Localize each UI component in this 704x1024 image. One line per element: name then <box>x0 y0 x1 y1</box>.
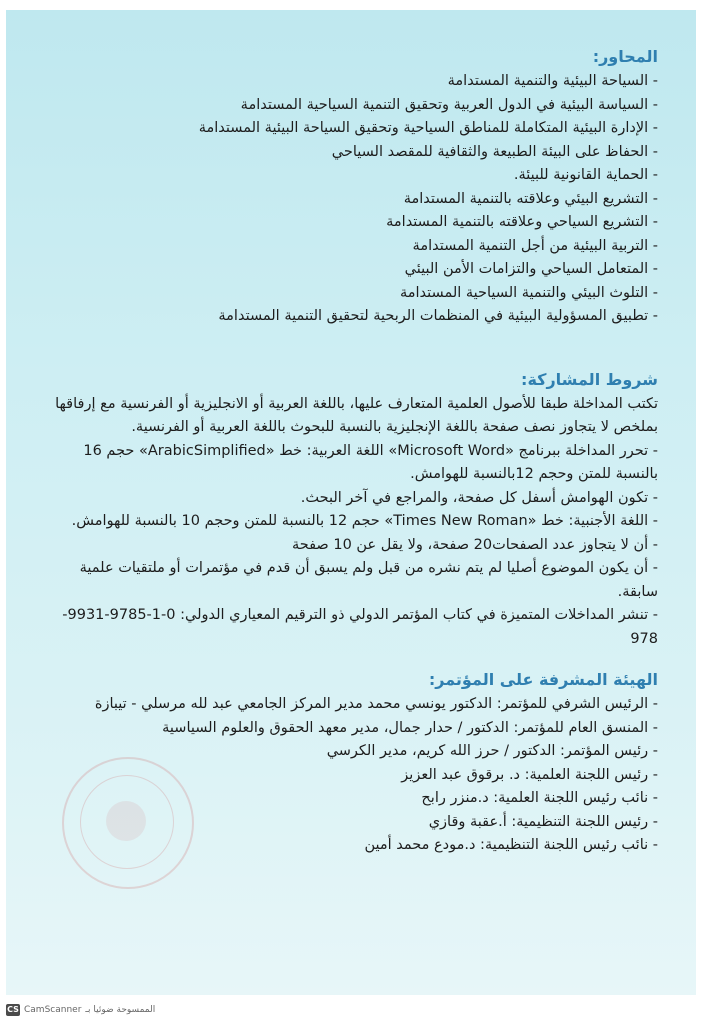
committee-item: - رئيس المؤتمر: الدكتور / حرز الله كريم، مدير الكرسي <box>326 743 658 759</box>
committee-item: - نائب رئيس اللجنة العلمية: د.منزر رابح <box>421 790 658 806</box>
axes-item: - السياحة البيئية والتنمية المستدامة <box>447 73 658 89</box>
conditions-item-footnotes: - تكون الهوامش أسفل كل صفحة، والمراجع في آخر البحث. <box>300 489 658 506</box>
axes-item: - الإدارة البيئية المتكاملة للمناطق السياحية وتحقيق السياحة البيئية المستدامة <box>198 120 658 136</box>
committee-item: - نائب رئيس اللجنة التنظيمية: د.مودع محمد أمين <box>364 837 658 853</box>
conditions-text: - تحرر المداخلة ببرنامج « <box>505 442 658 459</box>
axes-heading: المحاور: <box>592 47 658 66</box>
latin-font-name: Times New Roman <box>393 513 528 529</box>
camscanner-logo-icon: CS <box>7 1005 19 1014</box>
software-name: Microsoft Word <box>397 442 506 459</box>
conditions-text: » حجم 16 بالنسبة للمتن وحجم 12بالنسبة للهوامش. <box>83 442 658 482</box>
spacer <box>40 329 658 369</box>
axes-item: - التربية البيئية من أجل التنمية المستدامة <box>412 237 658 254</box>
conditions-item-publication: - تنشر المداخلات المتميزة في كتاب المؤتمر الدولي ذو الترقيم المعياري الدولي: 0-1-9785-9931-978 <box>62 607 658 647</box>
conditions-text: - اللغة الأجنبية: خط « <box>527 513 658 529</box>
committee-item: - رئيس اللجنة التنظيمية: أ.عقبة وقازي <box>428 813 658 830</box>
committee-heading: الهيئة المشرفة على المؤتمر: <box>428 670 658 689</box>
conditions-item-foreign-language <box>40 510 658 534</box>
conditions-heading: شروط المشاركة: <box>521 369 658 389</box>
conditions-text: » حجم 12 بالنسبة للمتن وحجم 10 بالنسبة للهوامش. <box>71 513 394 529</box>
axes-item: - المتعامل السياحي والتزامات الأمن البيئي <box>404 261 658 277</box>
committee-item: - الرئيس الشرفي للمؤتمر: الدكتور يونسي محمد مدير المركز الجامعي عبد لله مرسلي - تيبازة <box>94 696 658 712</box>
axes-item: - التشريع السياحي وعلاقته بالتنمية المستدامة <box>386 214 658 230</box>
spacer <box>40 651 658 669</box>
axes-item: - الحفاظ على البيئة الطبيعة والثقافية للمقصد السياحي <box>331 143 658 160</box>
document-content <box>40 46 658 858</box>
axes-item: - التشريع البيئي وعلاقته بالتنمية المستدامة <box>403 190 658 207</box>
conditions-intro: تكتب المداخلة طبقا للأصول العلمية المتعارف عليها، باللغة العربية أو الانجليزية أو الفرنسية مع إرفاقها بملخص لا يتجاوز نصف صفحة باللغة الإنجليزية بالنسبة للبحوث باللغة العربية أو الفرنسية. <box>55 395 658 435</box>
axes-item: - الحماية القانونية للبيئة. <box>513 167 658 183</box>
axes-item: - تطبيق المسؤولية البيئية في المنظمات الربحية لتحقيق التنمية المستدامة <box>218 308 658 324</box>
scanner-watermark <box>6 1002 155 1018</box>
axes-item: - السياسة البيئية في الدول العربية وتحقيق التنمية السياحية المستدامة <box>240 96 658 113</box>
scanner-app-name: CamScanner <box>24 1005 82 1015</box>
committee-list <box>40 693 658 858</box>
committee-item: - المنسق العام للمؤتمر: الدكتور / حدار جمال، مدير معهد الحقوق والعلوم السياسية <box>162 719 658 736</box>
axes-item: - التلوث البيئي والتنمية السياحية المستدامة <box>399 284 658 301</box>
conditions-text: » اللغة العربية: خط « <box>265 442 398 459</box>
committee-item: - رئيس اللجنة العلمية: د. برقوق عبد العزيز <box>401 766 658 783</box>
conditions-item-format <box>40 440 658 487</box>
conditions-item-page-count: - أن لا يتجاوز عدد الصفحات20 صفحة، ولا يقل عن 10 صفحة <box>291 536 658 553</box>
arabic-font-name: ArabicSimplified <box>147 442 266 459</box>
scanner-caption: الممسوحة ضوئيا بـ <box>85 1005 156 1015</box>
conditions-item-originality: - أن يكون الموضوع أصليا لم يتم نشره من قبل ولم يسبق أن قدم في مؤتمرات أو ملتقيات علمية سابقة. <box>79 560 658 600</box>
axes-list <box>40 70 658 329</box>
